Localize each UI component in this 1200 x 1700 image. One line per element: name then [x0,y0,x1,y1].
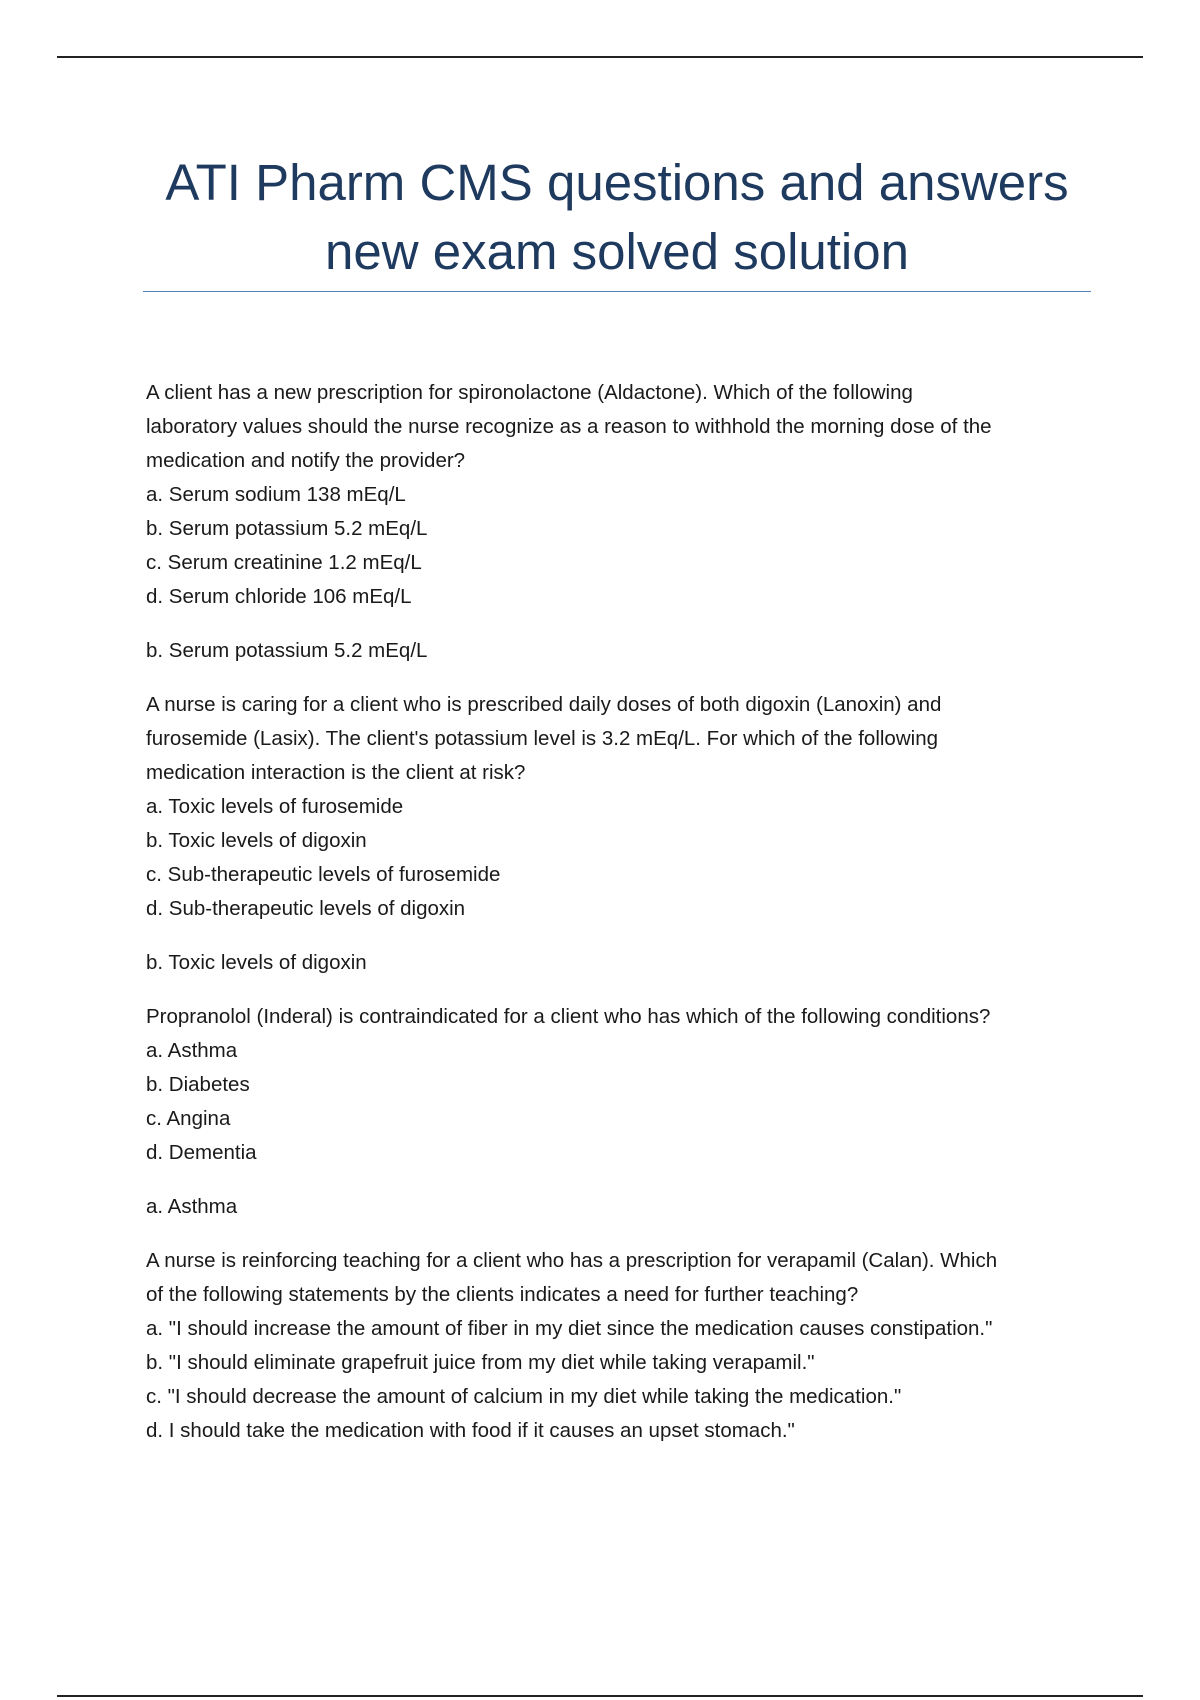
option-b: b. Diabetes [146,1073,250,1096]
footer-rule [57,1695,1143,1697]
document-body [146,376,1106,1448]
option-b: b. Toxic levels of digoxin [146,829,367,852]
answer: b. Toxic levels of digoxin [146,951,367,974]
option-a: a. Asthma [146,1039,238,1062]
question-3 [146,1000,1106,1224]
option-c: c. Angina [146,1107,231,1130]
option-b: b. "I should eliminate grapefruit juice from my diet while taking verapamil." [146,1351,815,1374]
question-line: of the following statements by the clients indicates a need for further teaching? [146,1283,859,1306]
question-text [146,376,1106,478]
title-underline [143,291,1091,292]
title-line-2: new exam solved solution [325,223,909,280]
answer: b. Serum potassium 5.2 mEq/L [146,639,428,662]
option-b: b. Serum potassium 5.2 mEq/L [146,517,428,540]
option-c: c. Serum creatinine 1.2 mEq/L [146,551,422,574]
question-line: medication interaction is the client at risk? [146,761,526,784]
option-a: a. Toxic levels of furosemide [146,795,404,818]
question-1 [146,376,1106,668]
option-a: a. Serum sodium 138 mEq/L [146,483,406,506]
question-line: medication and notify the provider? [146,449,466,472]
question-line: A nurse is caring for a client who is prescribed daily doses of both digoxin (Lanoxin) and [146,693,942,716]
question-text [146,1244,1106,1312]
question-line: laboratory values should the nurse recognize as a reason to withhold the morning dose of the [146,415,992,438]
question-line: furosemide (Lasix). The client's potassium level is 3.2 mEq/L. For which of the following [146,727,938,750]
option-c: c. "I should decrease the amount of calcium in my diet while taking the medication." [146,1385,902,1408]
option-d: d. Serum chloride 106 mEq/L [146,585,412,608]
question-line: Propranolol (Inderal) is contraindicated for a client who has which of the following conditions? [146,1005,991,1028]
question-line: A nurse is reinforcing teaching for a client who has a prescription for verapamil (Calan). Which [146,1249,998,1272]
question-text [146,1000,1106,1034]
header-rule [57,56,1143,58]
option-d: d. Dementia [146,1141,257,1164]
question-text [146,688,1106,790]
question-2 [146,688,1106,980]
option-d: d. I should take the medication with food if it causes an upset stomach." [146,1419,795,1442]
option-d: d. Sub-therapeutic levels of digoxin [146,897,466,920]
question-line: A client has a new prescription for spironolactone (Aldactone). Which of the following [146,381,913,404]
question-4 [146,1244,1106,1448]
title-line-1: ATI Pharm CMS questions and answers [165,154,1069,211]
answer: a. Asthma [146,1195,238,1218]
document-title [143,148,1091,286]
option-a: a. "I should increase the amount of fiber in my diet since the medication causes constipation." [146,1317,993,1340]
option-c: c. Sub-therapeutic levels of furosemide [146,863,501,886]
